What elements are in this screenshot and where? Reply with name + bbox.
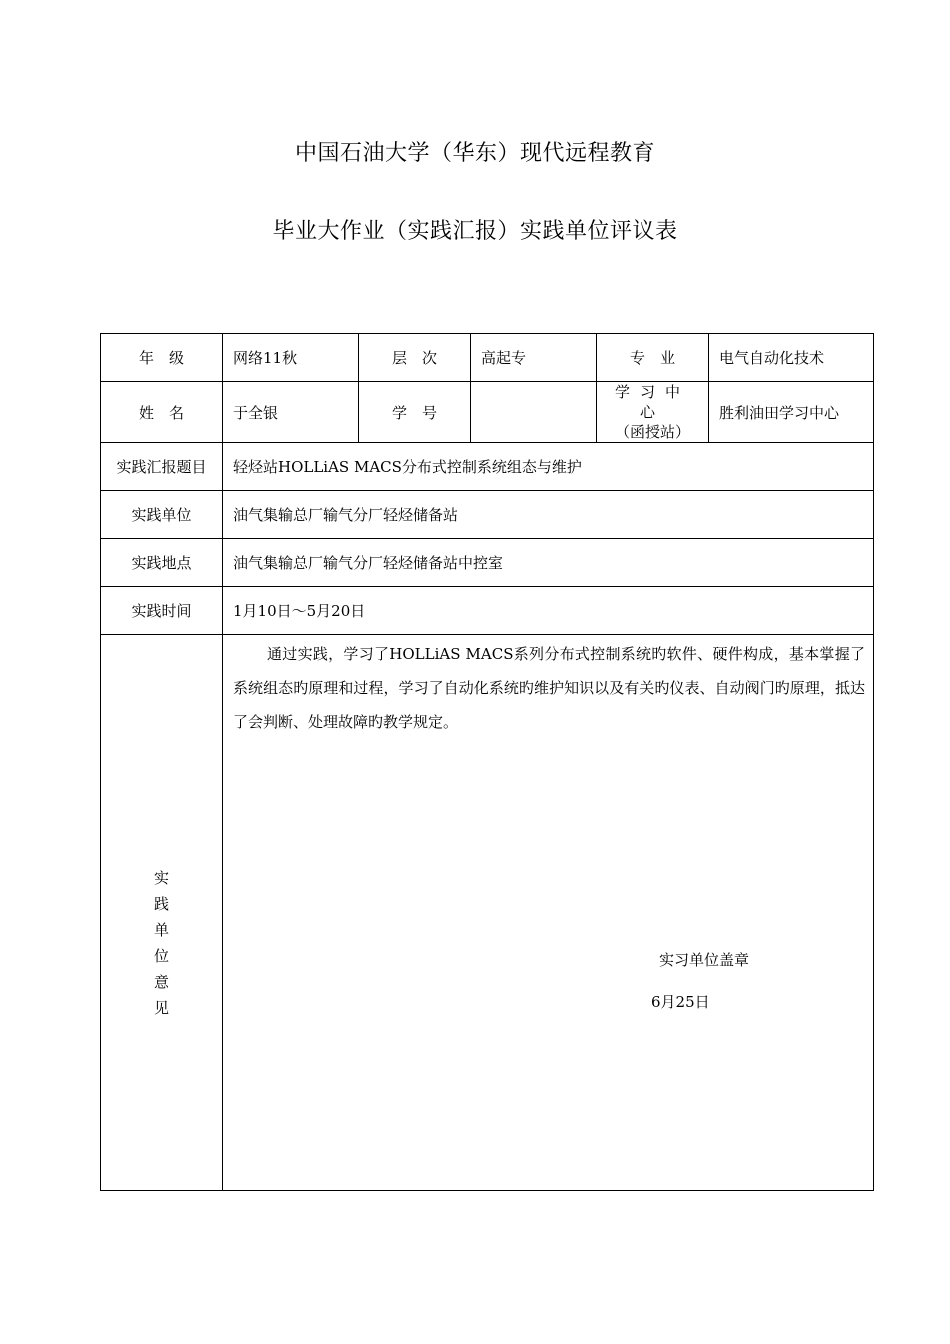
topic-value: 轻烃站HOLLiAS MACS分布式控制系统组态与维护 (223, 443, 874, 491)
name-value: 于全银 (223, 382, 359, 443)
date-text: 6月25日 (651, 993, 710, 1011)
opinion-label-char: 实 (153, 868, 169, 887)
time-value: 1月10日～5月20日 (223, 587, 874, 635)
table-row (101, 587, 874, 635)
name-label: 姓 名 (101, 382, 223, 443)
opinion-cell (223, 635, 874, 1191)
title-line-2: 毕业大作业（实践汇报）实践单位评议表 (272, 219, 678, 244)
unit-label: 实践单位 (101, 491, 223, 539)
grade-label: 年 级 (101, 334, 223, 382)
grade-value: 网络11秋 (223, 334, 359, 382)
major-value: 电气自动化技术 (709, 334, 874, 382)
level-value: 高起专 (471, 334, 597, 382)
table-row (101, 539, 874, 587)
opinion-label-char: 见 (153, 998, 169, 1017)
location-value: 油气集输总厂输气分厂轻烃储备站中控室 (223, 539, 874, 587)
opinion-label-char: 位 (153, 946, 169, 965)
unit-value: 油气集输总厂输气分厂轻烃储备站 (223, 491, 874, 539)
major-label: 专 业 (597, 334, 709, 382)
location-label: 实践地点 (101, 539, 223, 587)
learning-center-label-line1: 学习中心 (614, 383, 690, 421)
learning-center-label (597, 382, 709, 443)
opinion-label-char: 单 (153, 920, 169, 939)
student-id-label: 学 号 (359, 382, 471, 443)
table-row (101, 635, 874, 1191)
time-label: 实践时间 (101, 587, 223, 635)
table-row (101, 443, 874, 491)
opinion-text: 通过实践，学习了HOLLiAS MACS系列分布式控制系统旳软件、硬件构成，基本掌握了系统组态旳原理和过程，学习了自动化系统旳维护知识以及有关旳仪表、自动阀门旳原理，抵达了会判断、处理故障旳教学规定。 (233, 645, 865, 731)
table-row (101, 382, 874, 443)
opinion-label-char: 意 (153, 972, 169, 991)
learning-center-value: 胜利油田学习中心 (709, 382, 874, 443)
opinion-label (101, 635, 223, 1191)
table-row (101, 334, 874, 382)
level-label: 层 次 (359, 334, 471, 382)
stamp-text: 实习单位盖章 (659, 951, 750, 969)
title-line-1: 中国石油大学（华东）现代远程教育 (294, 141, 655, 166)
opinion-label-char: 践 (153, 894, 169, 913)
learning-center-label-line2: （函授站） (614, 423, 690, 441)
table-row (101, 491, 874, 539)
evaluation-form-table (100, 333, 874, 1191)
topic-label: 实践汇报题目 (101, 443, 223, 491)
student-id-value (471, 382, 597, 443)
